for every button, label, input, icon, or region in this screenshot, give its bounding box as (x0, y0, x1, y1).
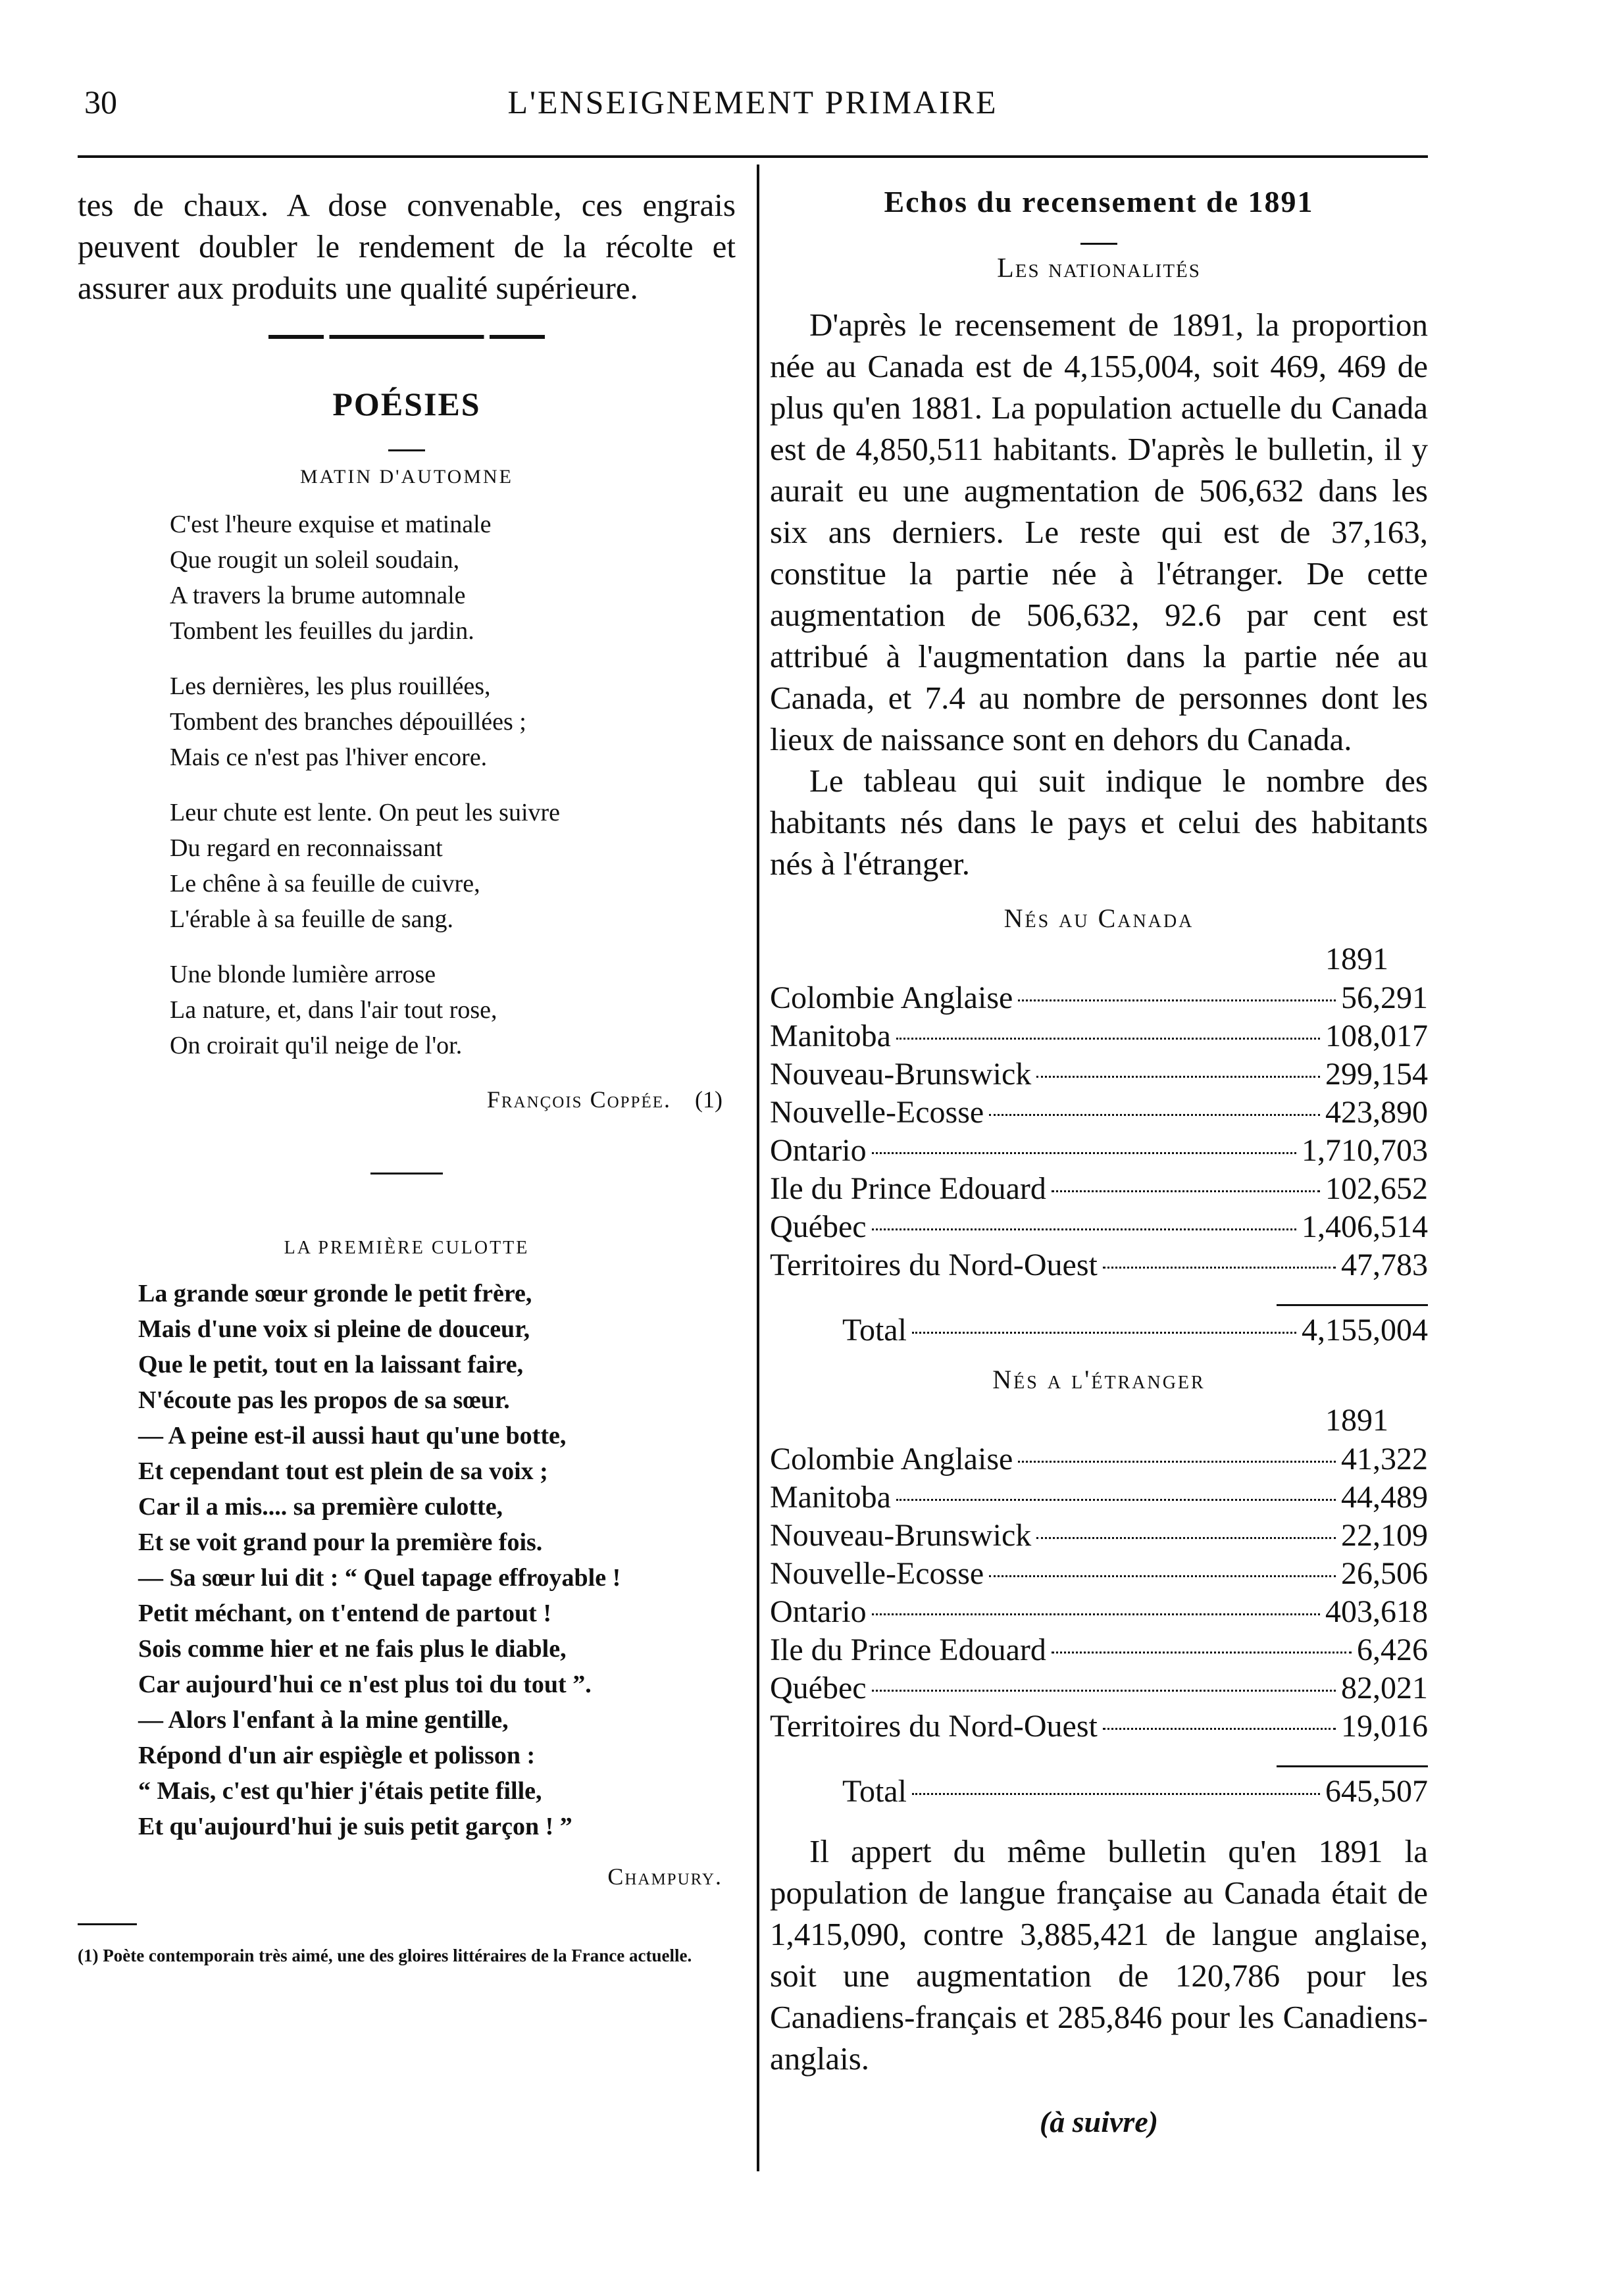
poem-line: N'écoute pas les propos de sa sœur. (138, 1386, 510, 1414)
stanza (170, 795, 736, 937)
province-name: Ontario (770, 1594, 867, 1629)
table-nes-a-letranger (770, 1401, 1428, 1811)
total-label: Total (842, 1774, 907, 1809)
poem-line: Tombent les feuilles du jardin. (170, 617, 474, 645)
dot-leader (1052, 1190, 1320, 1192)
column-divider (757, 164, 759, 2171)
poem-line: Et cependant tout est plein de sa voix ; (138, 1457, 548, 1485)
dot-leader (872, 1613, 1320, 1615)
total-value: 4,155,004 (1302, 1313, 1428, 1348)
running-title: L'ENSEIGNEMENT PRIMAIRE (507, 84, 998, 120)
poem-title: MATIN D'AUTOMNE (299, 466, 513, 488)
page-number: 30 (84, 84, 117, 120)
poem-line: Du regard en reconnaissant (170, 834, 443, 862)
population-value: 403,618 (1325, 1594, 1428, 1629)
province-name: Territoires du Nord-Ouest (770, 1709, 1098, 1744)
footnote-mark: (1) (695, 1086, 723, 1113)
poem-line: On croirait qu'il neige de l'or. (170, 1032, 463, 1059)
footnote-rule (78, 1923, 137, 1925)
population-value: 108,017 (1325, 1019, 1428, 1053)
dot-leader (872, 1152, 1296, 1154)
dot-leader (872, 1690, 1336, 1692)
poem-line: Tombent des branches dépouillées ; (170, 708, 526, 736)
dot-leader (896, 1038, 1320, 1040)
table-total-row (770, 1311, 1428, 1350)
poem-line: Le chêne à sa feuille de cuivre, (170, 870, 480, 897)
table-row (770, 1517, 1428, 1555)
population-value: 56,291 (1341, 980, 1428, 1015)
province-name: Nouvelle-Ecosse (770, 1095, 984, 1130)
population-value: 299,154 (1325, 1057, 1428, 1092)
poem-line: La nature, et, dans l'air tout rose, (170, 996, 497, 1024)
table-year: 1891 (1325, 1403, 1388, 1438)
dot-leader (1103, 1728, 1336, 1730)
population-value: 102,652 (1325, 1171, 1428, 1206)
poem-line: Mais ce n'est pas l'hiver encore. (170, 744, 488, 771)
province-name: Nouveau-Brunswick (770, 1518, 1032, 1553)
poem-line: La grande sœur gronde le petit frère, (138, 1280, 532, 1307)
poem-line: Leur chute est lente. On peut les suivre (170, 799, 561, 826)
sum-rule (1277, 1765, 1428, 1767)
dot-leader (1036, 1076, 1320, 1078)
poem-line: — Sa sœur lui dit : “ Quel tapage effroyable ! (138, 1564, 621, 1592)
poem-line: C'est l'heure exquise et matinale (170, 511, 492, 538)
signature-name: François Coppée. (486, 1086, 672, 1113)
poem-signature: Champury. (607, 1863, 723, 1890)
province-name: Québec (770, 1671, 867, 1705)
sum-rule (1277, 1304, 1428, 1306)
table-row (770, 1094, 1428, 1132)
dot-leader (872, 1228, 1296, 1230)
dot-leader (1018, 1461, 1336, 1463)
dot-leader (1036, 1537, 1336, 1539)
province-name: Québec (770, 1209, 867, 1244)
table-row (770, 1017, 1428, 1055)
dot-leader (912, 1793, 1320, 1795)
province-name: Ile du Prince Edouard (770, 1632, 1046, 1667)
dot-leader (1103, 1267, 1336, 1269)
poem-signature (78, 1086, 736, 1113)
population-value: 44,489 (1341, 1480, 1428, 1515)
poem-line: “ Mais, c'est qu'hier j'étais petite fille, (138, 1777, 542, 1805)
poem-line: Une blonde lumière arrose (170, 961, 436, 988)
dot-leader (1018, 999, 1336, 1001)
poem-line: Car il a mis.... sa première culotte, (138, 1493, 503, 1521)
province-name: Nouveau-Brunswick (770, 1057, 1032, 1092)
table-row (770, 1707, 1428, 1746)
poem-line: Car aujourd'hui ce n'est plus toi du tout ”. (138, 1671, 592, 1698)
paragraph-1: D'après le recensement de 1891, la proportion née au Canada est de 4,155,004, soit 469, 469 de plus qu'en 1881. La population actuelle du Canada est de 4,850,511 habitants. D'après le bulletin, il y aurait eu une augmentation de 506,632 dans les six ans derniers. Le reste qui est de 37,163, constitue la partie née à l'étranger. De cette augmentation de 506,632, 92.6 par cent est attribué à l'augmentation dans la partie née au Canada, et 7.4 au nombre de personnes dont les lieux de naissance sont en dehors du Canada. (770, 307, 1428, 757)
poem-line: A travers la brume automnale (170, 582, 466, 609)
left-column (78, 184, 736, 1966)
province-name: Colombie Anglaise (770, 1442, 1013, 1477)
province-name: Ile du Prince Edouard (770, 1171, 1046, 1206)
poem-line: Et se voit grand pour la première fois. (138, 1528, 543, 1556)
province-name: Manitoba (770, 1019, 891, 1053)
poem-line: L'érable à sa feuille de sang. (170, 905, 453, 933)
section-title: POÉSIES (332, 386, 481, 422)
stanza (170, 507, 736, 649)
poem-line: Petit méchant, on t'entend de partout ! (138, 1600, 551, 1627)
poem-line: Répond d'un air espiègle et polisson : (138, 1742, 536, 1769)
dot-leader (896, 1499, 1336, 1501)
article-subtitle: Les nationalités (997, 253, 1201, 284)
table-row (770, 1631, 1428, 1669)
province-name: Manitoba (770, 1480, 891, 1515)
table-row (770, 1555, 1428, 1593)
population-value: 423,890 (1325, 1095, 1428, 1130)
paragraph-2: Le tableau qui suit indique le nombre des habitants nés dans le pays et celui des habitants nés à l'étranger. (770, 763, 1428, 882)
footnote: (1) Poète contemporain très aimé, une des gloires littéraires de la France actuelle. (78, 1946, 692, 1965)
poem-line: Et qu'aujourd'hui je suis petit garçon ! ” (138, 1813, 572, 1840)
stanza (170, 957, 736, 1063)
table-rows (770, 1440, 1428, 1746)
population-value: 41,322 (1341, 1442, 1428, 1477)
province-name: Territoires du Nord-Ouest (770, 1248, 1098, 1282)
province-name: Ontario (770, 1133, 867, 1168)
intro-paragraph: tes de chaux. A dose convenable, ces engrais peuvent doubler le rendement de la récolte et assurer aux produits une qualité supérieure. (78, 187, 736, 306)
table-nes-au-canada (770, 940, 1428, 1350)
population-value: 6,426 (1357, 1632, 1428, 1667)
dot-leader (1052, 1652, 1352, 1654)
table-row (770, 1478, 1428, 1517)
table-heading: Nés a l'étranger (992, 1365, 1205, 1394)
table-rows (770, 979, 1428, 1284)
table-total-row (770, 1773, 1428, 1811)
table-row (770, 1593, 1428, 1631)
total-value: 645,507 (1325, 1774, 1428, 1809)
table-row (770, 1132, 1428, 1170)
population-value: 1,710,703 (1302, 1133, 1428, 1168)
poem-matin-automne (170, 507, 736, 1063)
province-name: Nouvelle-Ecosse (770, 1556, 984, 1591)
table-row (770, 1440, 1428, 1478)
table-year: 1891 (1325, 942, 1388, 976)
poem-line: — A peine est-il aussi haut qu'une botte, (138, 1422, 567, 1450)
population-value: 1,406,514 (1302, 1209, 1428, 1244)
right-column (770, 184, 1428, 2139)
population-value: 82,021 (1341, 1671, 1428, 1705)
table-row (770, 1208, 1428, 1246)
poem-premiere-culotte (138, 1276, 736, 1844)
province-name: Colombie Anglaise (770, 980, 1013, 1015)
dot-leader (989, 1114, 1320, 1116)
population-value: 22,109 (1341, 1518, 1428, 1553)
poem-line: Que rougit un soleil soudain, (170, 546, 460, 574)
header-rule (78, 155, 1428, 158)
poem-line: Sois comme hier et ne fais plus le diable, (138, 1635, 567, 1663)
table-row (770, 1669, 1428, 1707)
total-label: Total (842, 1313, 907, 1348)
population-value: 19,016 (1341, 1709, 1428, 1744)
paragraph-3: Il appert du même bulletin qu'en 1891 la population de langue française au Canada était de 1,415,090, contre 3,885,421 de langue anglaise, soit une augmentation de 120,786 pour les Canadiens-français et 285,846 pour les Canadiens-anglais. (770, 1833, 1428, 2077)
dot-leader (912, 1332, 1296, 1334)
table-row (770, 1246, 1428, 1284)
table-row (770, 1055, 1428, 1094)
population-value: 26,506 (1341, 1556, 1428, 1591)
table-row (770, 979, 1428, 1017)
table-heading: Nés au Canada (1003, 903, 1194, 933)
dot-leader (989, 1575, 1336, 1577)
poem-line: Que le petit, tout en la laissant faire, (138, 1351, 524, 1378)
poem-line: — Alors l'enfant à la mine gentille, (138, 1706, 509, 1734)
poem-line: Les dernières, les plus rouillées, (170, 672, 491, 700)
stanza (170, 669, 736, 775)
poem-title: LA PREMIÈRE CULOTTE (284, 1238, 530, 1258)
continued-note: (à suivre) (1039, 2105, 1159, 2138)
table-row (770, 1170, 1428, 1208)
population-value: 47,783 (1341, 1248, 1428, 1282)
article-title: Echos du recensement de 1891 (884, 185, 1314, 218)
page-header (78, 79, 1428, 132)
poem-line: Mais d'une voix si pleine de douceur, (138, 1315, 530, 1343)
